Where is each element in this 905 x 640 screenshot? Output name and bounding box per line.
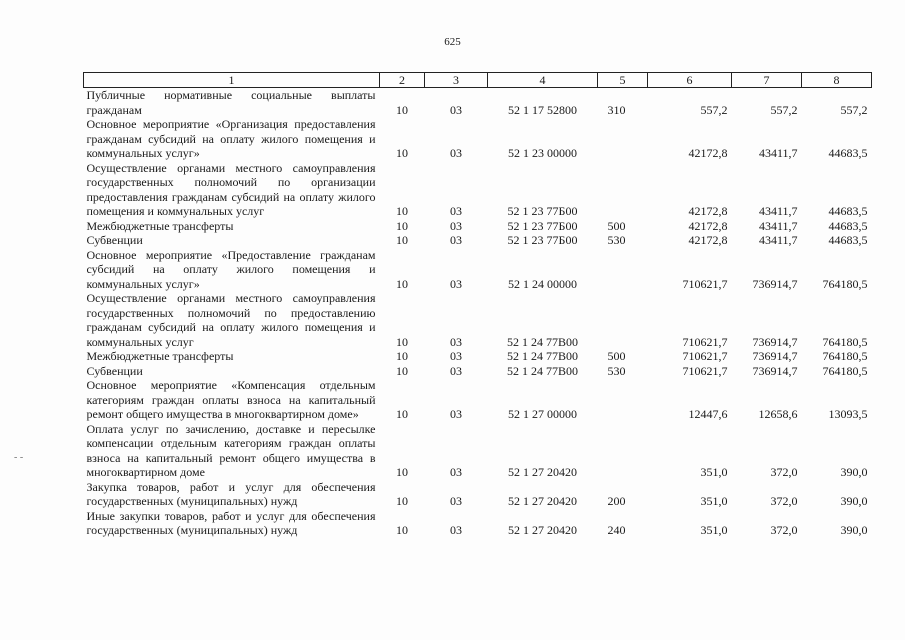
row-name: Субвенции — [86, 363, 143, 378]
row-amount-year3: 390,0 — [840, 465, 868, 479]
row-expense-type: 530 — [607, 233, 626, 247]
row-name: Иные закупки товаров, работ и услуг для обеспечения государственных (муниципальных) нужд — [86, 508, 376, 537]
row-subsection: 03 — [450, 494, 462, 508]
row-amount-year1: 12447,6 — [688, 407, 728, 421]
row-expense-type — [598, 161, 648, 219]
page-number: 625 — [444, 36, 461, 48]
row-amount-year2: 43411,7 — [758, 146, 798, 160]
row-section: 10 — [396, 349, 408, 363]
row-amount-year2: 372,0 — [770, 465, 798, 479]
row-target-article: 52 1 27 00000 — [508, 407, 577, 421]
row-target-article: 52 1 23 77Б00 — [507, 204, 578, 218]
row-amount-year2: 736914,7 — [752, 363, 798, 378]
row-amount-year3: 44683,5 — [828, 146, 868, 160]
row-subsection: 03 — [450, 276, 462, 291]
row-subsection: 03 — [450, 334, 462, 349]
row-amount-year3: 764180,5 — [822, 349, 868, 363]
row-amount-year2: 372,0 — [770, 523, 798, 537]
table-header — [84, 73, 872, 88]
row-amount-year1: 710621,7 — [682, 349, 728, 363]
row-subsection: 03 — [450, 407, 462, 421]
row-expense-type: 240 — [607, 523, 626, 537]
row-amount-year3: 390,0 — [840, 523, 868, 537]
row-target-article: 52 1 27 20420 — [508, 523, 577, 537]
row-amount-year2: 43411,7 — [758, 233, 798, 247]
row-target-article: 52 1 24 77В00 — [506, 349, 578, 363]
row-name: Межбюджетные трансферты — [86, 349, 234, 363]
row-section: 10 — [396, 407, 408, 421]
row-name: Закупка товаров, работ и услуг для обеспечения государственных (муниципальных) нужд — [86, 479, 376, 508]
table-row — [84, 233, 872, 248]
row-name: Основное мероприятие «Компенсация отдельным категориям граждан оплаты взноса на капитальный ремонт общего имущества в многоквартирном доме» — [86, 378, 376, 421]
header-col-1: 1 — [84, 73, 380, 88]
table-body — [84, 88, 872, 538]
row-amount-year1: 42172,8 — [688, 218, 728, 233]
budget-table — [83, 72, 872, 538]
row-amount-year1: 351,0 — [700, 494, 728, 508]
row-section: 10 — [396, 494, 408, 508]
row-name: Оплата услуг по зачислению, доставке и пересылке компенсации отдельным категориям граждан оплаты взноса на капитальный ремонт общего имущества в многоквартирном доме — [86, 421, 376, 479]
table-row — [84, 378, 872, 422]
table-row — [84, 248, 872, 292]
row-name: Публичные нормативные социальные выплаты гражданам — [86, 88, 376, 117]
row-subsection: 03 — [450, 218, 462, 233]
row-name: Межбюджетные трансферты — [86, 218, 234, 233]
row-target-article: 52 1 24 00000 — [508, 276, 577, 291]
row-expense-type — [598, 248, 648, 292]
header-col-4: 4 — [488, 73, 598, 88]
row-amount-year1: 557,2 — [700, 102, 728, 117]
row-amount-year2: 736914,7 — [752, 349, 798, 363]
row-section: 10 — [396, 102, 408, 117]
table-row — [84, 422, 872, 480]
row-subsection: 03 — [450, 363, 462, 378]
row-expense-type — [598, 378, 648, 422]
row-amount-year2: 43411,7 — [758, 204, 798, 218]
row-section: 10 — [396, 363, 408, 378]
row-target-article: 52 1 23 77Б00 — [507, 233, 578, 247]
margin-mark: - - — [14, 452, 24, 463]
row-section: 10 — [396, 276, 408, 291]
table-row — [84, 364, 872, 379]
row-amount-year3: 44683,5 — [828, 204, 868, 218]
header-row — [84, 73, 872, 88]
table-row — [84, 509, 872, 538]
row-amount-year2: 736914,7 — [752, 276, 798, 291]
row-expense-type: 310 — [607, 102, 626, 117]
row-expense-type: 530 — [607, 363, 626, 378]
row-target-article: 52 1 24 77В00 — [506, 363, 578, 378]
row-subsection: 03 — [450, 146, 462, 160]
row-expense-type — [598, 117, 648, 161]
row-section: 10 — [396, 465, 408, 479]
row-name: Основное мероприятие «Организация предоставления гражданам субсидий на оплату жилого помещения и коммунальных услуг» — [86, 117, 376, 160]
row-amount-year1: 710621,7 — [682, 363, 728, 378]
table-row — [84, 117, 872, 161]
row-amount-year1: 42172,8 — [688, 146, 728, 160]
row-amount-year2: 557,2 — [770, 102, 798, 117]
row-name: Осуществление органами местного самоуправления государственных полномочий по организации предоставления гражданам субсидий на оплату жилого помещения и коммунальных услуг — [86, 160, 376, 218]
row-section: 10 — [396, 218, 408, 233]
row-name: Основное мероприятие «Предоставление гражданам субсидий на оплату жилого помещения и коммунальных услуг» — [86, 247, 376, 291]
row-amount-year3: 44683,5 — [828, 233, 868, 247]
row-expense-type: 500 — [607, 218, 626, 233]
row-subsection: 03 — [450, 465, 462, 479]
header-col-3: 3 — [425, 73, 488, 88]
table-row — [84, 349, 872, 364]
row-section: 10 — [396, 233, 408, 247]
header-col-5: 5 — [598, 73, 648, 88]
row-amount-year1: 351,0 — [700, 523, 728, 537]
header-col-6: 6 — [648, 73, 732, 88]
row-amount-year3: 764180,5 — [822, 276, 868, 291]
row-amount-year3: 44683,5 — [828, 218, 868, 233]
row-section: 10 — [396, 523, 408, 537]
row-subsection: 03 — [450, 233, 462, 247]
row-amount-year1: 710621,7 — [682, 276, 728, 291]
header-col-7: 7 — [732, 73, 802, 88]
row-expense-type: 500 — [607, 349, 626, 363]
row-subsection: 03 — [450, 102, 462, 117]
row-amount-year3: 557,2 — [840, 102, 868, 117]
row-expense-type: 200 — [607, 494, 626, 508]
row-target-article: 52 1 24 77В00 — [506, 334, 578, 349]
row-amount-year3: 390,0 — [840, 494, 868, 508]
row-name: Осуществление органами местного самоуправления государственных полномочий по предоставлению гражданам субсидий на оплату жилого помещения и коммунальных услуг — [86, 291, 376, 349]
table-row — [84, 291, 872, 349]
row-amount-year1: 710621,7 — [682, 334, 728, 349]
row-expense-type — [598, 422, 648, 480]
row-section: 10 — [396, 334, 408, 349]
row-amount-year3: 764180,5 — [822, 363, 868, 378]
header-col-8: 8 — [802, 73, 872, 88]
row-target-article: 52 1 27 20420 — [508, 465, 577, 479]
row-amount-year1: 42172,8 — [688, 233, 728, 247]
table-row — [84, 161, 872, 219]
row-amount-year3: 13093,5 — [828, 407, 868, 421]
row-target-article: 52 1 27 20420 — [508, 494, 577, 508]
row-subsection: 03 — [450, 523, 462, 537]
row-amount-year2: 12658,6 — [758, 407, 798, 421]
row-section: 10 — [396, 146, 408, 160]
table-row — [84, 88, 872, 118]
table-row — [84, 219, 872, 234]
row-target-article: 52 1 23 77Б00 — [507, 218, 578, 233]
table-row — [84, 480, 872, 509]
row-section: 10 — [396, 204, 408, 218]
row-expense-type — [598, 291, 648, 349]
header-col-2: 2 — [380, 73, 425, 88]
row-amount-year2: 43411,7 — [758, 218, 798, 233]
row-amount-year3: 764180,5 — [822, 334, 868, 349]
row-amount-year1: 42172,8 — [688, 204, 728, 218]
row-subsection: 03 — [450, 349, 462, 363]
row-target-article: 52 1 23 00000 — [508, 146, 577, 160]
row-target-article: 52 1 17 52800 — [508, 102, 577, 117]
row-name: Субвенции — [86, 233, 143, 247]
row-subsection: 03 — [450, 204, 462, 218]
row-amount-year2: 736914,7 — [752, 334, 798, 349]
row-amount-year2: 372,0 — [770, 494, 798, 508]
row-amount-year1: 351,0 — [700, 465, 728, 479]
